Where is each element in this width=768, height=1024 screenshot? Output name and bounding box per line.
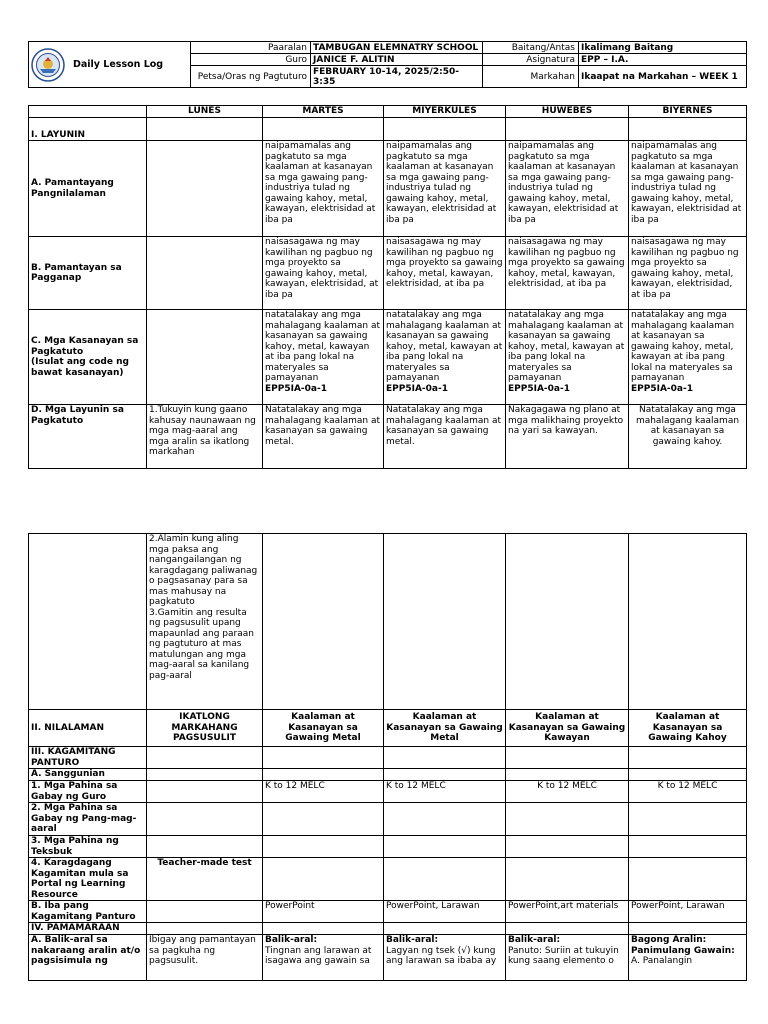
cell: naipamamalas ang pagkatuto sa mga kaalaman at kasanayan sa mga gawaing pang-industriya tulad ng gawaing kahoy, metal, kawayan, elektrisidad at iba pa xyxy=(506,141,629,237)
date-value: FEBRUARY 10-14, 2025/2:50-3:35 xyxy=(311,66,483,88)
cell: naisasagawa ng may kawilihan ng pagbuo ng mga proyekto sa gawaing kahoy, metal, kawayan, elektrisidad, at iba pa xyxy=(506,237,629,310)
balik-aral-text: Panuto: Suriin at tukuyin kung saang elemento o xyxy=(508,945,619,966)
subject-value: EPP – I.A. xyxy=(579,54,747,66)
cell: Nakagagawa ng plano at mga malikhaing proyekto na yari sa kawayan. xyxy=(506,405,629,469)
cell: K to 12 MELC xyxy=(384,781,506,803)
corner-cell xyxy=(29,106,147,118)
bagong-aralin-heading: Bagong Aralin: Panimulang Gawain: xyxy=(631,935,735,956)
kasanayan-label: C. Mga Kasanayan sa Pagkatuto xyxy=(31,336,139,357)
grade-value: Ikalimang Baitang xyxy=(579,42,747,54)
cell xyxy=(506,310,629,405)
cell: naipamamalas ang pagkatuto sa mga kaalaman at kasanayan sa mga gawaing pang-industriya tulad ng gawaing kahoy, metal, kawayan, elektrisidad at iba pa xyxy=(263,141,384,237)
competency-code: EPP5IA-0a-1 xyxy=(508,383,570,394)
logo-cell xyxy=(29,42,191,88)
header-table xyxy=(28,41,747,88)
cell xyxy=(263,935,384,981)
cell: PowerPoint xyxy=(263,901,384,923)
competency-code: EPP5IA-0a-1 xyxy=(631,383,693,394)
cell: naipamamalas ang pagkatuto sa mga kaalaman at kasanayan sa mga gawaing pang-industriya tulad ng gawaing kahoy, metal, kawayan, elektrisidad at iba pa xyxy=(384,141,506,237)
cell: Natatalakay ang mga mahalagang kaalaman at kasanayan sa gawaing kahoy. xyxy=(629,405,747,469)
kasanayan-text: natatalakay ang mga mahalagang kaalaman at kasanayan sa gawaing kahoy, metal, kawayan at iba pang lokal na materyales sa pamayanan xyxy=(386,310,503,383)
cell xyxy=(263,310,384,405)
cell: K to 12 MELC xyxy=(629,781,747,803)
cell: K to 12 MELC xyxy=(263,781,384,803)
cell xyxy=(506,935,629,981)
cell: Natatalakay ang mga mahalagang kaalaman at kasanayan sa gawaing metal. xyxy=(384,405,506,469)
section-sanggunian: A. Sanggunian xyxy=(29,769,147,781)
quarter-label: Markahan xyxy=(483,66,579,88)
row-label-pahina-teksbuk: 3. Mga Pahina ng Teksbuk xyxy=(29,836,147,858)
objective-2: 2.Alamin kung aling mga paksa ang nangangailangan ng karagdagang paliwanag o pagsasanay para sa mas mahusay na pagkatuto xyxy=(149,534,258,607)
row-label-iba-pang: B. Iba pang Kagamitang Panturo xyxy=(29,901,147,923)
day-header-lunes: LUNES xyxy=(147,106,263,118)
competency-code: EPP5IA-0a-1 xyxy=(386,383,448,394)
day-header-miyerkules: MIYERKULES xyxy=(384,106,506,118)
lesson-table-page-2 xyxy=(28,533,747,981)
subject-label: Asignatura xyxy=(483,54,579,66)
day-header-huwebes: HUWEBES xyxy=(506,106,629,118)
cell: PowerPoint,art materials xyxy=(506,901,629,923)
kasanayan-text: natatalakay ang mga mahalagang kaalaman at kasanayan sa gawaing kahoy, metal, kawayan at iba pang lokal na materyales sa pamayanan xyxy=(265,310,381,383)
cell: naisasagawa ng may kawilihan ng pagbuo ng mga proyekto sa gawaing kahoy, metal, kawayan, elektrisidad, at iba pa xyxy=(263,237,384,310)
kasanayan-sublabel: (Isulat ang code ng bawat kasanayan) xyxy=(31,357,129,378)
balik-aral-text: Tingnan ang larawan at isagawa ang gawain sa xyxy=(265,945,372,966)
row-label-layunin-pagkatuto: D. Mga Layunin sa Pagkatuto xyxy=(29,405,147,469)
nilalaman-cell: Kaalaman at Kasanayan sa Gawaing Metal xyxy=(384,710,506,747)
cell: K to 12 MELC xyxy=(506,781,629,803)
cell: Ibigay ang pamantayan sa pagkuha ng pagsusulit. xyxy=(147,935,263,981)
kasanayan-text: natatalakay ang mga mahalagang kaalaman at kasanayan sa gawaing kahoy, metal, kawayan at iba pang lokal na materyales sa pamayanan xyxy=(631,310,735,383)
cell xyxy=(629,310,747,405)
balik-aral-text: Lagyan ng tsek (√) kung ang larawan sa ibaba ay xyxy=(386,945,497,966)
cell: Natatalakay ang mga mahalagang kaalaman at kasanayan sa gawaing metal. xyxy=(263,405,384,469)
teacher-value: JANICE F. ALITIN xyxy=(311,54,483,66)
cell xyxy=(147,781,263,803)
cell xyxy=(147,310,263,405)
cell: Teacher-made test xyxy=(147,858,263,901)
cell xyxy=(147,901,263,923)
cell xyxy=(629,935,747,981)
quarter-value: Ikaapat na Markahan – WEEK 1 xyxy=(579,66,747,88)
balik-aral-heading: Balik-aral: xyxy=(508,935,561,945)
cell: naisasagawa ng may kawilihan ng pagbuo ng mga proyekto sa gawaing kahoy, metal, kawayan, elektrisidad, at iba pa xyxy=(629,237,747,310)
cell: PowerPoint, Larawan xyxy=(629,901,747,923)
teacher-label: Guro xyxy=(191,54,311,66)
competency-code: EPP5IA-0a-1 xyxy=(265,383,327,394)
nilalaman-cell: Kaalaman at Kasanayan sa Gawaing Kahoy xyxy=(629,710,747,747)
day-header-martes: MARTES xyxy=(263,106,384,118)
deped-seal-icon xyxy=(31,48,65,82)
log-title: Daily Lesson Log xyxy=(73,58,164,70)
row-label-pamantayan-pagganap: B. Pamantayan sa Pagganap xyxy=(29,237,147,310)
cell: naisasagawa ng may kawilihan ng pagbuo ng mga proyekto sa gawaing kahoy, metal, kawayan, elektrisidad, at iba pa xyxy=(384,237,506,310)
lesson-table-page-1 xyxy=(28,105,747,469)
row-label-pamantayang-pangnilalaman: A. Pamantayang Pangnilalaman xyxy=(29,141,147,237)
row-label-karagdagang: 4. Karagdagang Kagamitan mula sa Portal ng Learning Resource xyxy=(29,858,147,901)
section-nilalaman: II. NILALAMAN xyxy=(29,710,147,747)
nilalaman-cell: Kaalaman at Kasanayan sa Gawaing Kawayan xyxy=(506,710,629,747)
section-kagamitan: III. KAGAMITANG PANTURO xyxy=(29,747,147,769)
row-label-balik-aral: A. Balik-aral sa nakaraang aralin at/o pagsisimula ng xyxy=(29,935,147,981)
cell xyxy=(384,935,506,981)
cell xyxy=(147,141,263,237)
school-value: TAMBUGAN ELEMNATRY SCHOOL xyxy=(311,42,483,54)
cell: 1.Tukuyin kung gaano kahusay naunawaan ng mga mag-aaral ang mga aralin sa ikatlong markahan xyxy=(147,405,263,469)
cell: naipamamalas ang pagkatuto sa mga kaalaman at kasanayan sa mga gawaing pang-industriya tulad ng gawaing kahoy, metal, kawayan, elektrisidad at iba pa xyxy=(629,141,747,237)
row-label-pahina-guro: 1. Mga Pahina sa Gabay ng Guro xyxy=(29,781,147,803)
cell xyxy=(147,237,263,310)
date-label: Petsa/Oras ng Pagtuturo xyxy=(191,66,311,88)
objectives-continued xyxy=(147,534,263,710)
section-layunin: I. LAYUNIN xyxy=(29,118,147,141)
objective-3: 3.Gamitin ang resulta ng pagsusulit upang mapaunlad ang paraan ng pagtuturo at mas matulungan ang mga mag-aaral sa kanilang pag-aaral xyxy=(149,607,254,681)
section-pamamaraan: IV. PAMAMARAAN xyxy=(29,923,147,935)
nilalaman-cell: IKATLONG MARKAHANG PAGSUSULIT xyxy=(147,710,263,747)
day-header-biyernes: BIYERNES xyxy=(629,106,747,118)
school-label: Paaralan xyxy=(191,42,311,54)
cell xyxy=(384,310,506,405)
balik-aral-heading: Balik-aral: xyxy=(265,935,318,945)
balik-aral-heading: Balik-aral: xyxy=(386,935,439,945)
grade-label: Baitang/Antas xyxy=(483,42,579,54)
kasanayan-text: natatalakay ang mga mahalagang kaalaman at kasanayan sa gawaing kahoy, metal, kawayan at iba pang lokal na materyales sa pamayanan xyxy=(508,310,625,383)
cell: PowerPoint, Larawan xyxy=(384,901,506,923)
row-label-pahina-magaaral: 2. Mga Pahina sa Gabay ng Pang-mag-aaral xyxy=(29,803,147,836)
row-label-kasanayan xyxy=(29,310,147,405)
bagong-aralin-text: A. Panalangin xyxy=(631,956,693,966)
nilalaman-cell: Kaalaman at Kasanayan sa Gawaing Metal xyxy=(263,710,384,747)
